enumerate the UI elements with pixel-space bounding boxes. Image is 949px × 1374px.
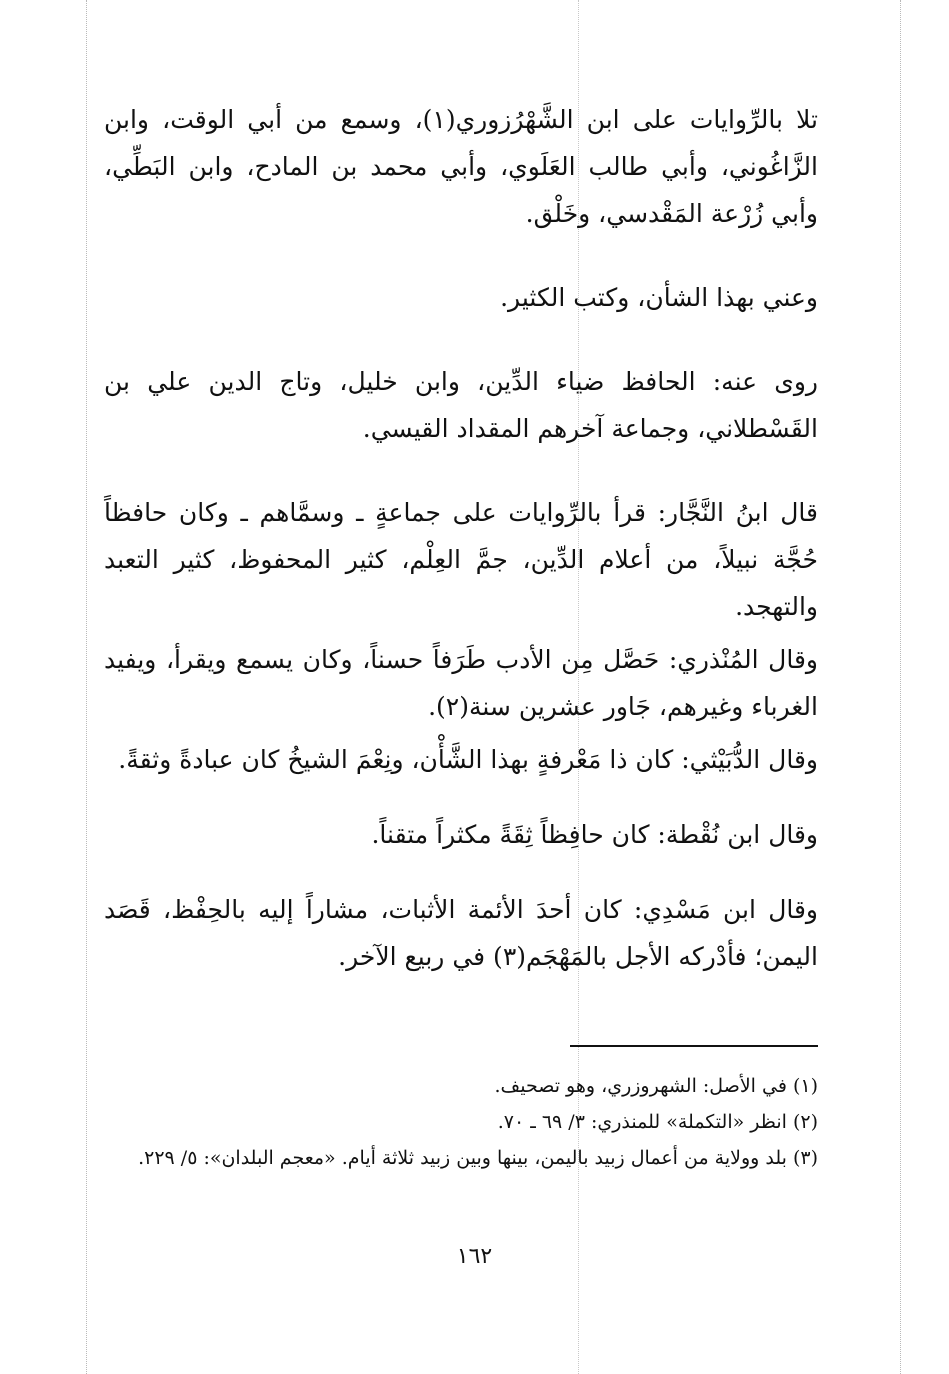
paragraph-ibn-masdi: وقال ابن مَسْدِي: كان أحدَ الأئمة الأثبات، مشاراً إليه بالحِفْظ، قَصَد اليمن؛ فأدْركه الأجل بالمَهْجَم(٣) في ربيع الآخر.	[104, 895, 818, 971]
footnote-2: (٢) انظر «التكملة» للمنذري: ٣/ ٦٩ ـ ٧٠.	[497, 1111, 818, 1133]
paragraph-ibn-nuqta: وقال ابن نُقْطة: كان حافِظاً ثِقَةً مكثراً متقناً.	[371, 820, 818, 849]
paragraph-al-mundhiri: وقال المُنْذري: حَصَّل مِن الأدب طَرَفاً حسناً، وكان يسمع ويقرأ، ويفيد الغرباء وغيرهم، جَاور عشرين سنة(٢).	[104, 645, 818, 721]
paragraph-al-dubaythi: وقال الدُّبَيْثي: كان ذا مَعْرفةٍ بهذا الشَّأْن، ونِعْمَ الشيخُ كان عبادةً وثقةً.	[118, 745, 818, 774]
footnote-3: (٣) بلد وولاية من أعمال زبيد باليمن، بينها وبين زبيد ثلاثة أيام. «معجم البلدان»: ٥/ ٢٢٩.	[138, 1147, 818, 1169]
paragraph-narrators: روى عنه: الحافظ ضياء الدِّين، وابن خليل، وتاج الدين علي بن القَسْطلاني، وجماعة آخرهم المقداد القيسي.	[104, 367, 818, 443]
scan-artifact-right	[900, 0, 901, 1374]
footnote-divider	[570, 1045, 818, 1047]
main-text	[104, 96, 818, 980]
page-number: ١٦٢	[456, 1244, 493, 1269]
paragraph-devotion: وعني بهذا الشأن، وكتب الكثير.	[500, 283, 818, 312]
paragraph-teachers: تلا بالرِّوايات على ابن الشَّهْرُزوري(١)، وسمع من أبي الوقت، وابن الزَّاغُوني، وأبي طالب العَلَوي، وأبي محمد بن المادح، وابن البَطِّي، وأبي زُرْعة المَقْدسي، وخَلْق.	[104, 105, 818, 228]
scan-artifact-left	[86, 0, 87, 1374]
footnote-1: (١) في الأصل: الشهروزري، وهو تصحيف.	[494, 1075, 818, 1097]
paragraph-ibn-al-najjar: قال ابنُ النَّجَّار: قرأ بالرِّوايات على جماعةٍ ـ وسمَّاهم ـ وكان حافظاً حُجَّة نبيلاً، من أعلام الدِّين، جمَّ العِلْم، كثير المحفوظ، كثير التعبد والتهجد.	[104, 498, 818, 621]
footnotes	[104, 1068, 818, 1176]
